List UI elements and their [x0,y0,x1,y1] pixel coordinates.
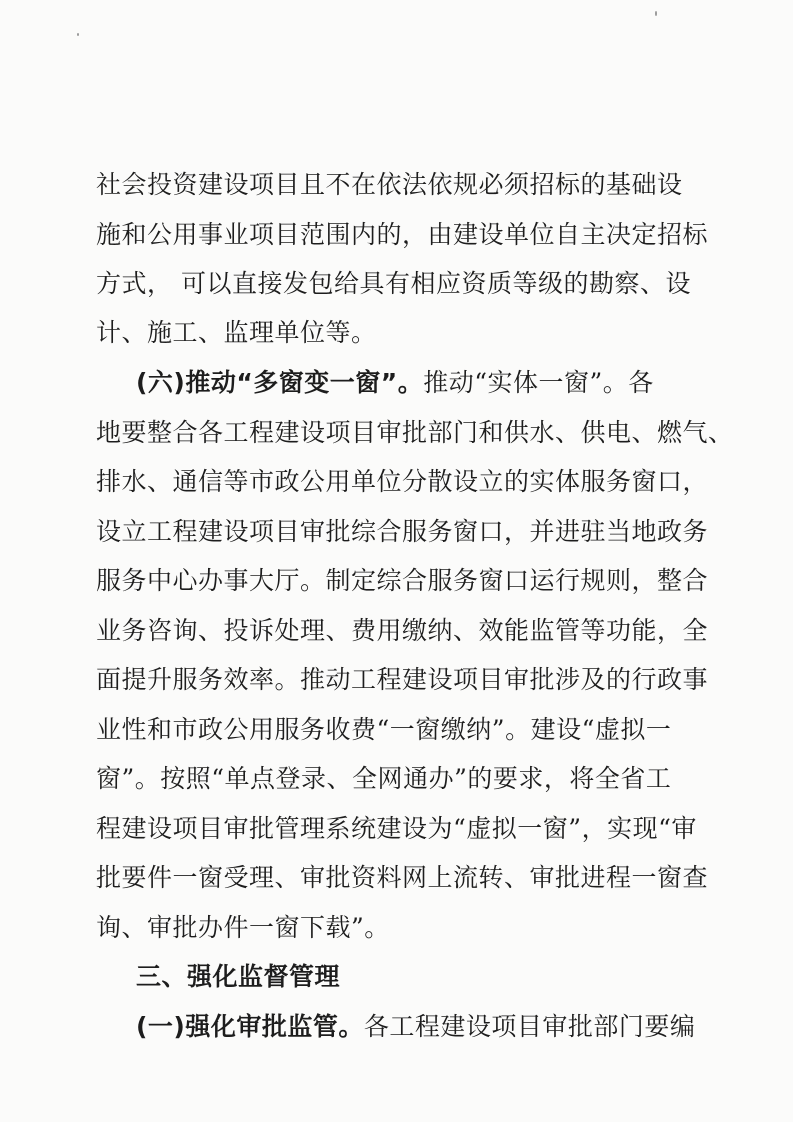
line-text: 面提升服务效率。推动工程建设项目审批涉及的行政事 [96,665,709,694]
line-text: 社会投资建设项目且不在依法依规必须招标的基础设 [96,170,683,199]
line-text: 询、审批办件一窗下载”。 [96,913,390,942]
line-text: 批要件一窗受理、审批资料网上流转、审批进程一窗查 [96,863,709,892]
body-line [96,467,711,497]
body-line [96,318,711,348]
body-line [96,913,711,943]
body-line [96,814,711,844]
body-line [96,764,711,794]
line-text: 设立工程建设项目审批综合服务窗口，并进驻当地政务 [96,517,709,546]
line-text: 施和公用事业项目范围内的，由建设单位自主决定招标 [96,220,709,249]
subsection-heading: (一)强化审批监管。 [136,1012,364,1041]
section-heading-line [136,962,711,992]
body-line [96,616,711,646]
subsection-heading: (六)推动“多窗变一窗”。 [136,368,424,397]
line-text: 地要整合各工程建设项目审批部门和供水、供电、燃气、 [96,418,734,447]
body-line [96,269,711,299]
section-heading: 三、强化监督管理 [136,962,341,991]
line-text: 业性和市政公用服务收费“一窗缴纳”。建设“虚拟一 [96,715,672,744]
body-line [96,517,711,547]
body-line [96,863,711,893]
subsection-paragraph-start [136,368,711,398]
body-line [96,715,711,745]
line-text: 各工程建设项目审批部门要编 [363,1012,696,1041]
body-line [96,170,711,200]
scan-speck [655,11,657,16]
line-text: 排水、通信等市政公用单位分散设立的实体服务窗口， [96,467,709,496]
line-text: 计、施工、监理单位等。 [96,318,377,347]
line-text: 服务中心办事大厅。制定综合服务窗口运行规则，整合 [96,566,709,595]
body-line [96,418,734,448]
line-text: 推动“实体一窗”。各 [423,368,654,397]
line-text: 窗”。按照“单点登录、全网通办”的要求，将全省工 [96,764,672,793]
line-text: 程建设项目审批管理系统建设为“虚拟一窗”，实现“审 [96,814,697,843]
body-line [96,566,711,596]
subsection-paragraph-start [136,1012,711,1042]
body-line [96,665,711,695]
line-text: 业务咨询、投诉处理、费用缴纳、效能监管等功能，全 [96,616,709,645]
body-line [96,220,711,250]
line-text: 方式， 可以直接发包给具有相应资质等级的勘察、设 [96,269,691,298]
scan-speck [77,33,79,36]
